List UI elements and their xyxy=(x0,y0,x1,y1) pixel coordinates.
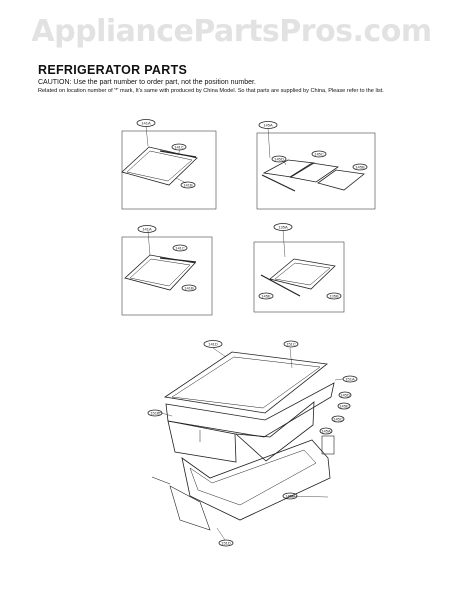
callout-label: 141A xyxy=(141,120,151,126)
callout-label: 145D xyxy=(340,392,350,398)
callout-label: 141A xyxy=(142,226,152,232)
callout-label: 145B xyxy=(285,493,295,499)
callout-label: 141C xyxy=(175,245,185,251)
callout-label: 141B xyxy=(183,182,193,188)
callout-label: 135A xyxy=(278,224,288,230)
callout-label: 145B xyxy=(355,164,365,170)
callout-label: 135B xyxy=(329,293,339,299)
callout-label: 141C xyxy=(174,144,184,150)
callout-label: 145E xyxy=(261,293,271,299)
shelf-assembly-d xyxy=(254,230,344,312)
callout-label: 145D xyxy=(274,156,284,162)
shelf-assembly-a xyxy=(122,126,216,209)
shelf-assembly-c xyxy=(122,231,212,315)
crisper-drawer-assembly xyxy=(152,348,343,540)
callout-label: 141D xyxy=(208,341,218,347)
callout-label: 145A xyxy=(263,122,273,128)
callout-label: 151C xyxy=(286,341,296,347)
caution-text: CAUTION: Use the part number to order part, not the position number. xyxy=(38,79,256,86)
callout-label: 145E xyxy=(339,403,349,409)
note-text: Related on location number of '*' mark, It's same with produced by China Model. So that parts are supplied by China, Please refer to the list. xyxy=(38,88,384,94)
callout-label: 141B xyxy=(184,285,194,291)
callout-label: 151B xyxy=(150,410,160,416)
callout-label: 145C xyxy=(314,151,324,157)
watermark-text: AppliancePartsPros.com xyxy=(31,14,432,49)
page-title: REFRIGERATOR PARTS xyxy=(38,63,188,77)
callout-label: 145A xyxy=(321,428,331,434)
callout-label: 151D xyxy=(221,540,231,546)
callout-label: 151A xyxy=(345,376,355,382)
callout-label: 145C xyxy=(333,416,343,422)
